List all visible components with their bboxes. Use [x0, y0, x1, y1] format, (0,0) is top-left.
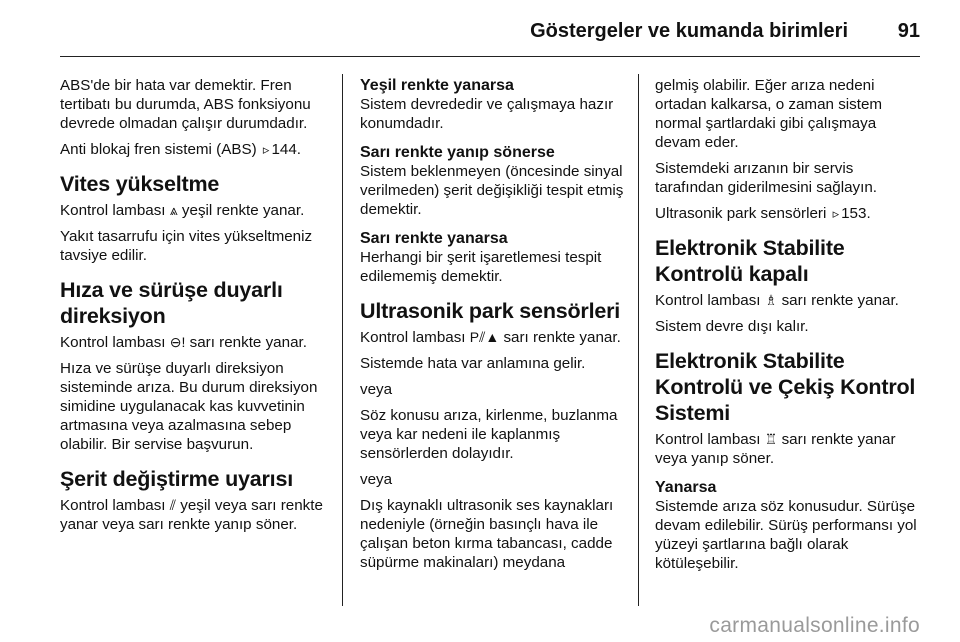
- esp-icon: ♖: [764, 431, 778, 447]
- heading-sari-yanip: Sarı renkte yanıp sönerse: [360, 144, 555, 161]
- sari-text: Herhangi bir şerit işaretlemesi tespit edilememiş demektir.: [360, 249, 602, 285]
- upshift-icon: ⩓: [169, 202, 178, 218]
- hiza-lamp: Kontrol lambası ⊖! sarı renkte yanar.: [60, 334, 307, 351]
- park-dirt-text: Söz konusu arıza, kirlenme, buzlanma veya kar nedeni ile kaplanmış sensörlerden dolayıdır.: [360, 407, 618, 462]
- esp-off-icon: ♗: [764, 292, 778, 308]
- yesil-text: Sistem devrededir ve çalışmaya hazır konumdadır.: [360, 96, 614, 132]
- page-title: Göstergeler ve kumanda birimleri: [530, 20, 848, 42]
- park-noise-text: Dış kaynaklı ultrasonik ses kaynakları nedeniyle (örneğin basınçlı hava ile çalışan beton kırma tabancası, cadde süpürme makinaları) meydana: [360, 497, 614, 571]
- heading-yesil: Yeşil renkte yanarsa: [360, 77, 514, 94]
- column-2: [360, 76, 628, 579]
- esp-off-text: Sistem devre dışı kalır.: [655, 318, 809, 335]
- serit-lamp: Kontrol lambası ⫽ yeşil veya sarı renkte yanar veya sarı renkte yanıp söner.: [60, 497, 323, 533]
- esp-lamp: Kontrol lambası ♖ sarı renkte yanar veya yanıp söner.: [655, 431, 896, 467]
- veya-2: veya: [360, 471, 393, 488]
- heading-sari: Sarı renkte yanarsa: [360, 230, 508, 247]
- page-ref-icon: ▹: [832, 206, 840, 221]
- yanarsa-text: Sistemde arıza söz konusudur. Sürüşe devam edilebilir. Sürüş performansı yol yüzeyi şartlarına bağlı olarak kötüleşebilir.: [655, 498, 917, 572]
- lane-change-icon: ⫽: [169, 497, 177, 513]
- steering-warning-icon: ⊖!: [169, 334, 186, 350]
- header-rule: [60, 56, 920, 57]
- abs-reference: Anti blokaj fren sistemi (ABS) ▹ 144.: [60, 141, 301, 158]
- park-lamp: Kontrol lambası P⫽▲ sarı renkte yanar.: [360, 329, 621, 346]
- park-reference: Ultrasonik park sensörleri ▹ 153.: [655, 205, 871, 222]
- veya-1: veya: [360, 381, 393, 398]
- column-3: [655, 76, 923, 580]
- column-1: [60, 76, 328, 541]
- watermark: carmanualsonline.info: [709, 614, 920, 637]
- column-divider-1: [342, 74, 343, 606]
- page-ref-icon: ▹: [262, 142, 270, 157]
- heading-esp-off: Elektronik Stabilite Kontrolü kapalı: [655, 236, 845, 286]
- page-number: 91: [897, 20, 920, 42]
- heading-serit: Şerit değiştirme uyarısı: [60, 467, 293, 491]
- service-text: Sistemdeki arızanın bir servis tarafından giderilmesini sağlayın.: [655, 160, 878, 196]
- heading-park: Ultrasonik park sensörleri: [360, 299, 621, 323]
- abs-paragraph: ABS'de bir hata var demektir. Fren tertibatı bu durumda, ABS fonksiyonu devrede olmadan çalışır durumdadır.: [60, 77, 311, 132]
- park-continued-text: gelmiş olabilir. Eğer arıza nedeni ortadan kalkarsa, o zaman sistem normal şartlardaki gibi çalışmaya devam eder.: [655, 77, 883, 151]
- heading-yanarsa: Yanarsa: [655, 479, 717, 496]
- vites-lamp: Kontrol lambası ⩓ yeşil renkte yanar.: [60, 202, 305, 219]
- park-sensor-icon: P⫽▲: [469, 329, 500, 345]
- heading-vites: Vites yükseltme: [60, 172, 220, 196]
- column-divider-2: [638, 74, 639, 606]
- page-header: [60, 18, 920, 58]
- sari-yanip-text: Sistem beklenmeyen (öncesinde sinyal verilmeden) şerit değişikliği tespit etmiş demektir.: [360, 163, 624, 218]
- park-fault-text: Sistemde hata var anlamına gelir.: [360, 355, 586, 372]
- esp-off-lamp: Kontrol lambası ♗ sarı renkte yanar.: [655, 292, 899, 309]
- heading-hiza: Hıza ve sürüşe duyarlı direksiyon: [60, 278, 283, 328]
- vites-text: Yakıt tasarrufu için vites yükseltmeniz tavsiye edilir.: [60, 228, 313, 264]
- heading-esp: Elektronik Stabilite Kontrolü ve Çekiş Kontrol Sistemi: [655, 349, 916, 425]
- hiza-text: Hıza ve sürüşe duyarlı direksiyon sisteminde arıza. Bu durum direksiyon simidine uygulanacak kas kuvvetinin artmasına veya azalmasına sebep olabilir. Bir servise başvurun.: [60, 360, 318, 453]
